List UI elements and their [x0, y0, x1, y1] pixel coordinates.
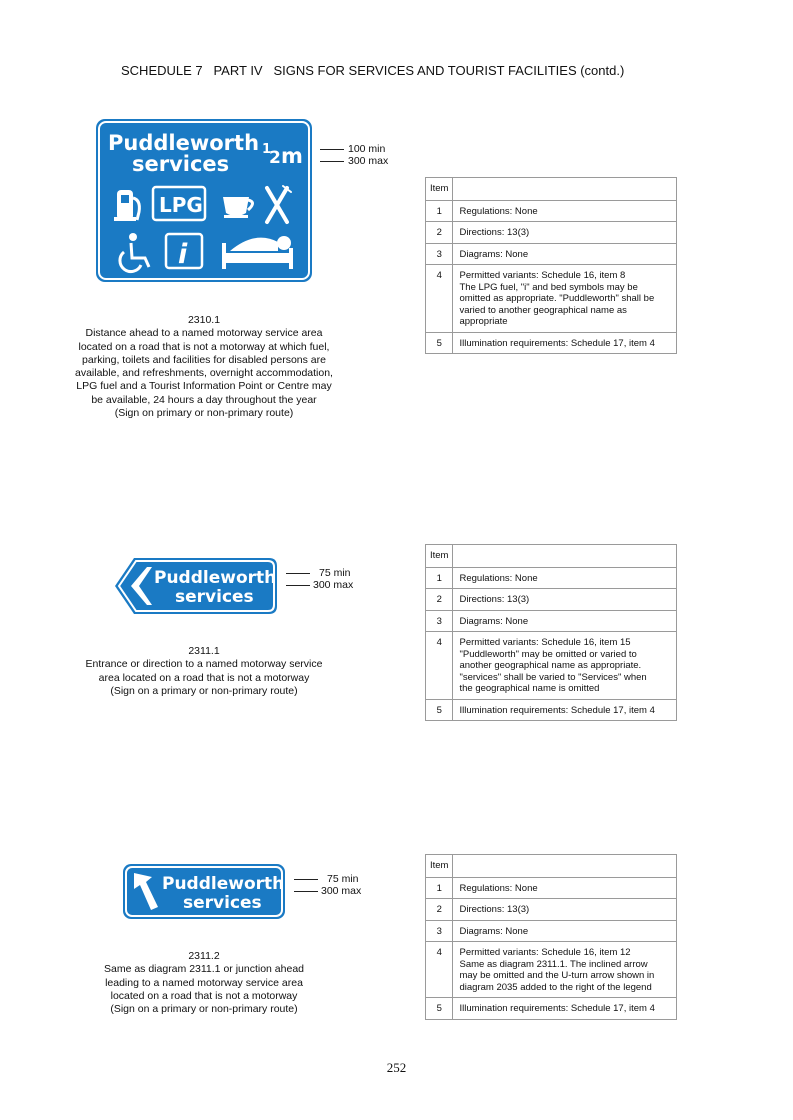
- sign-place-name: Puddleworth: [162, 874, 285, 894]
- caption-line: be available, 24 hours a day throughout the year: [91, 393, 317, 406]
- dimension-label-2311-2: [294, 873, 374, 899]
- diagram-number: 2311.2: [188, 950, 220, 962]
- dimension-label-2311-1: [286, 567, 366, 593]
- dim-min: 75 min: [327, 873, 359, 885]
- sign-distance-unit: m: [281, 144, 303, 168]
- item-header: Item: [426, 545, 453, 568]
- sign-place-name: Puddleworth: [154, 568, 277, 588]
- sign-distance-denominator: 2: [269, 148, 281, 168]
- diagram-number: 2310.1: [187, 314, 221, 326]
- caption-line: located on a road that is not a motorway: [110, 989, 298, 1002]
- sign-services-text: services: [132, 152, 230, 176]
- table-row: 2 Directions: 13(3): [426, 589, 677, 611]
- sign-services-text: services: [183, 893, 262, 913]
- table-row: 1 Regulations: None: [426, 200, 677, 222]
- caption-line: Same as diagram 2311.1 or junction ahead: [103, 963, 305, 976]
- item-header: Item: [426, 855, 453, 878]
- caption-line: LPG fuel and a Tourist Information Point or Centre may: [76, 380, 332, 393]
- page-number: 252: [386, 1060, 407, 1075]
- caption-line: available, and refreshments, overnight accommodation,: [75, 367, 333, 380]
- dim-min: 75 min: [319, 567, 351, 579]
- caption-line: (Sign on a primary or non-primary route): [110, 684, 298, 697]
- caption-2311-2: [59, 950, 349, 1016]
- table-row: 3 Diagrams: None: [426, 920, 677, 942]
- sign-services-text: services: [175, 587, 254, 607]
- caption-line: (Sign on primary or non-primary route): [114, 407, 294, 420]
- sign-2311-2: [122, 863, 286, 920]
- table-row: 5 Illumination requirements: Schedule 17, item 4: [426, 332, 677, 354]
- caption-line: located on a road that is not a motorway at which fuel,: [78, 340, 330, 353]
- item-header: Item: [426, 178, 453, 201]
- item-table-2311-2: [425, 854, 677, 1020]
- caption-line: parking, toilets and facilities for disabled persons are: [82, 353, 326, 366]
- caption-2310-1: [59, 314, 349, 420]
- dim-max: 300 max: [348, 155, 389, 167]
- lpg-text: LPG: [159, 193, 203, 217]
- table-row: 4 Permitted variants: Schedule 16, item 15 "Puddleworth" may be omitted or varied to another geographical name as appropriate. "services" shall be varied to "Services" when the geographical name is omitted: [426, 632, 677, 700]
- sign-2310-1: [95, 118, 313, 283]
- caption-line: Distance ahead to a named motorway service area: [85, 327, 323, 340]
- table-row: 4 Permitted variants: Schedule 16, item 8 The LPG fuel, "i" and bed symbols may be omitted as appropriate. "Puddleworth" shall be varied to another geographical name as appropriate: [426, 265, 677, 333]
- table-row: 2 Directions: 13(3): [426, 222, 677, 244]
- table-row: 2 Directions: 13(3): [426, 899, 677, 921]
- dim-max: 300 max: [321, 885, 362, 897]
- sign-2311-1: [114, 557, 278, 615]
- dim-min: 100 min: [348, 143, 386, 155]
- item-table-2310-1: [425, 177, 677, 354]
- table-row: 5 Illumination requirements: Schedule 17, item 4: [426, 699, 677, 721]
- info-letter: i: [178, 239, 188, 270]
- sign-distance-numerator: 1: [262, 142, 272, 157]
- page-header: SCHEDULE 7 PART IV SIGNS FOR SERVICES AND TOURIST FACILITIES (contd.): [121, 63, 625, 78]
- table-row: 4 Permitted variants: Schedule 16, item 12 Same as diagram 2311.1. The inclined arrow may be omitted and the U-turn arrow shown in diagram 2035 added to the right of the legend: [426, 942, 677, 998]
- table-row: 3 Diagrams: None: [426, 610, 677, 632]
- dimension-label-2310-1: [320, 143, 410, 169]
- table-row: 1 Regulations: None: [426, 877, 677, 899]
- table-row: 1 Regulations: None: [426, 567, 677, 589]
- caption-line: leading to a named motorway service area: [105, 976, 303, 989]
- table-row: 5 Illumination requirements: Schedule 17, item 4: [426, 998, 677, 1020]
- caption-line: Entrance or direction to a named motorway service: [85, 658, 323, 671]
- caption-line: area located on a road that is not a motorway: [98, 671, 310, 684]
- table-row: 3 Diagrams: None: [426, 243, 677, 265]
- dim-max: 300 max: [313, 579, 354, 591]
- item-table-2311-1: [425, 544, 677, 721]
- caption-2311-1: [59, 645, 349, 698]
- caption-line: (Sign on a primary or non-primary route): [110, 1003, 298, 1016]
- sign-place-name: Puddleworth: [108, 131, 260, 155]
- diagram-number: 2311.1: [188, 645, 220, 657]
